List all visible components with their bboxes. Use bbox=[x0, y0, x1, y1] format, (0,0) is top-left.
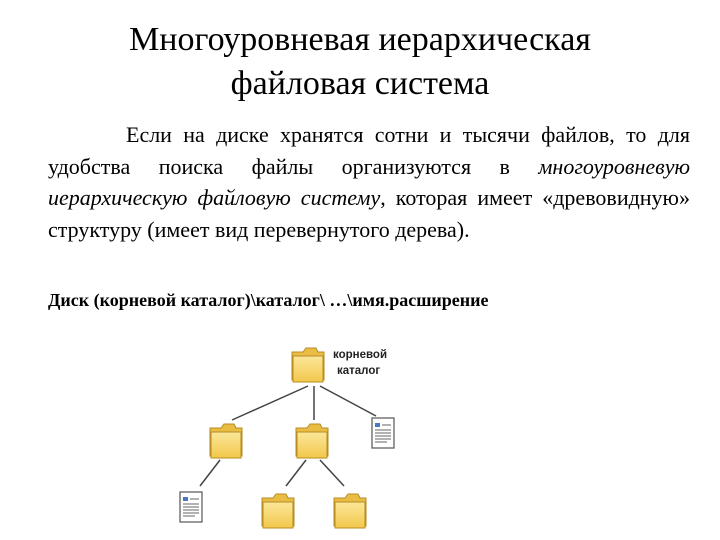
folder-icon bbox=[334, 494, 366, 528]
para-text-2: , которая имеет «древовидную» структуру (имеет вид перевернутого дерева). bbox=[48, 185, 690, 242]
folder-icon bbox=[210, 424, 242, 458]
folder-icon bbox=[262, 494, 294, 528]
folder-icon bbox=[296, 424, 328, 458]
title-line-1: Многоуровневая иерархическая bbox=[129, 21, 591, 58]
title-line-2: файловая система bbox=[230, 65, 490, 102]
para-text-1: Если на диске хранятся сотни и тысячи файлов, то для удобства поиска файлы организуются в bbox=[48, 122, 690, 179]
para-emphasis: многоуровневую иерархическую файловую систему bbox=[48, 153, 690, 210]
connector-root-left bbox=[232, 386, 308, 420]
connector-mid-left bbox=[286, 460, 306, 486]
connector-mid-right bbox=[320, 460, 344, 486]
connector-root-right bbox=[320, 386, 376, 416]
root-label-line-1: корневой bbox=[333, 349, 388, 361]
connector-left-doc bbox=[200, 460, 220, 486]
document-icon bbox=[180, 492, 202, 522]
document-icon bbox=[372, 418, 394, 448]
path-format: Диск (корневой каталог)\каталог\ …\имя.расширение bbox=[48, 290, 489, 310]
root-label-line-2: каталог bbox=[337, 365, 381, 377]
root-folder-icon bbox=[292, 348, 324, 382]
